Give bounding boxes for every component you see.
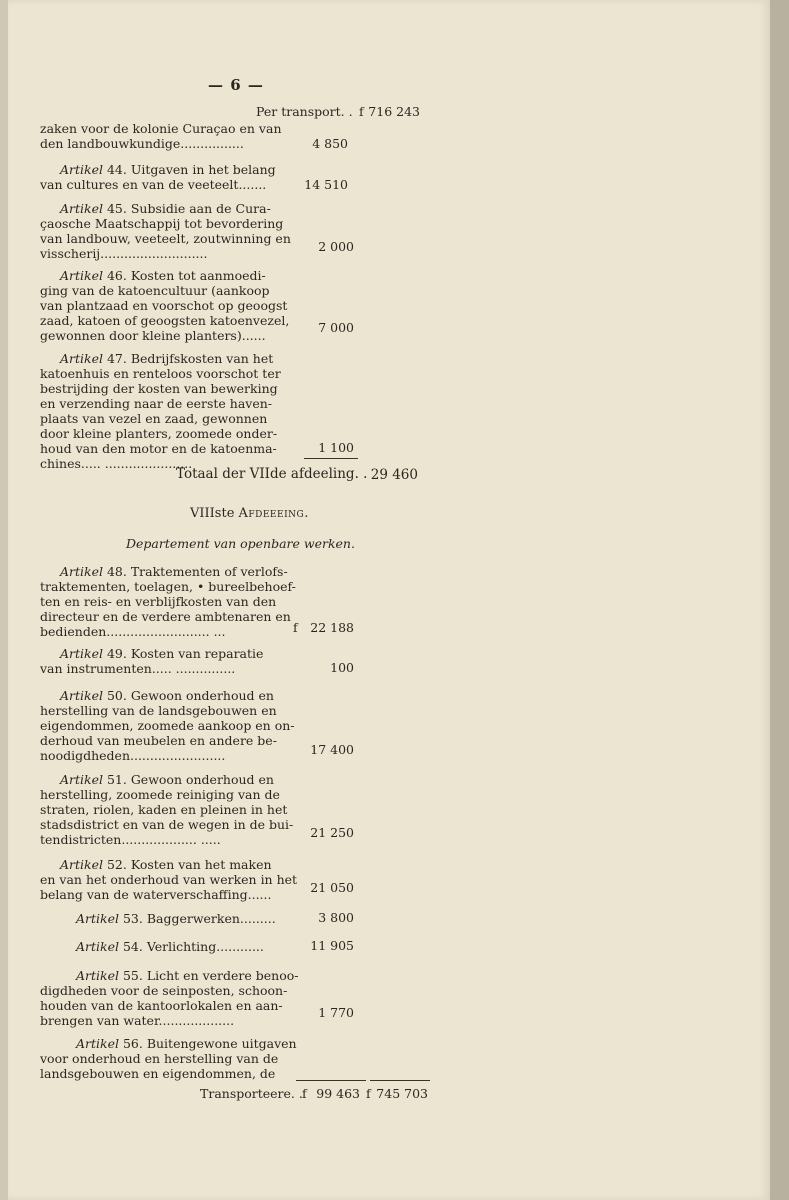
- article-52-line-0: Artikel 52. Kosten van het maken: [60, 857, 272, 872]
- footer-currency-1: f: [302, 1086, 307, 1101]
- article-50-line-3: derhoud van meubelen en andere be-: [40, 733, 277, 748]
- article-52-line-1: en van het onderhoud van werken in het: [40, 872, 298, 887]
- footer-currency-2: f: [366, 1086, 371, 1101]
- article-50-line-4: noodigdheden........................: [40, 748, 226, 763]
- article-55-line-1: digdheden voor de seinposten, schoon-: [40, 983, 288, 998]
- subtotal-rule: [304, 458, 358, 459]
- article-47-line-0: Artikel 47. Bedrijfskosten van het: [60, 351, 274, 366]
- article-46-line-2: van plantzaad en voorschot op geoogst: [40, 298, 288, 313]
- carry-amount: 4 850: [312, 136, 348, 151]
- total-amount: 29 460: [370, 467, 418, 483]
- article-44-line-1: van cultures en van de veeteelt.......: [40, 177, 267, 192]
- article-47-line-4: plaats van vezel en zaad, gewonnen: [40, 411, 268, 426]
- article-45-line-1: çaosche Maatschappij tot bevordering: [40, 216, 284, 231]
- article-47-line-1: katoenhuis en renteloos voorschot ter: [40, 366, 281, 381]
- footer-amount-1: 99 463: [316, 1086, 360, 1101]
- footer-amount-2: 745 703: [376, 1086, 428, 1101]
- document-page: [8, 0, 770, 1200]
- article-48-line-2: ten en reis- en verblijfkosten van den: [40, 594, 277, 609]
- article-44-line-0: Artikel 44. Uitgaven in het belang: [60, 162, 276, 177]
- article-54-line-0: Artikel 54. Verlichting............: [76, 939, 264, 954]
- article-50-line-2: eigendommen, zoomede aankoop en on-: [40, 718, 295, 733]
- footer-rule-1: [296, 1080, 366, 1081]
- article-56-line-0: Artikel 56. Buitengewone uitgaven: [76, 1036, 297, 1051]
- article-51-line-3: stadsdistrict en van de wegen in de bui-: [40, 817, 294, 832]
- department-title: Departement van openbare werken.: [126, 536, 355, 551]
- article-46-line-4: gewonnen door kleine planters)......: [40, 328, 266, 343]
- article-46-line-1: ging van de katoencultuur (aankoop: [40, 283, 270, 298]
- article-47-line-5: door kleine planters, zoomede onder-: [40, 426, 278, 441]
- per-transport-amount: 716 243: [368, 104, 420, 119]
- article-44-amount: 14 510: [304, 177, 348, 192]
- article-56-line-1: voor onderhoud en herstelling van de: [40, 1051, 279, 1066]
- article-46-line-0: Artikel 46. Kosten tot aanmoedi-: [60, 268, 266, 283]
- page-number: — 6 —: [208, 76, 264, 94]
- article-48-line-1: traktementen, toelagen, • bureelbehoef-: [40, 579, 296, 594]
- section-heading: VIIIste Afdeeeing.: [190, 506, 309, 521]
- article-50-line-1: herstelling van de landsgebouwen en: [40, 703, 277, 718]
- carry-line: zaken voor de kolonie Curaçao en van: [40, 121, 282, 136]
- article-55-line-2: houden van de kantoorlokalen en aan-: [40, 998, 283, 1013]
- article-55-amount: 1 770: [318, 1005, 354, 1020]
- article-48-currency: f: [293, 620, 298, 635]
- article-45-line-2: van landbouw, veeteelt, zoutwinning en: [40, 231, 291, 246]
- article-47-line-2: bestrijding der kosten van bewerking: [40, 381, 278, 396]
- article-53-line-0: Artikel 53. Baggerwerken.........: [76, 911, 276, 926]
- article-46-line-3: zaad, katoen of geoogsten katoenvezel,: [40, 313, 290, 328]
- article-48-line-4: bedienden.......................... ...: [40, 624, 226, 639]
- per-transport-currency: f: [359, 104, 364, 119]
- article-45-amount: 2 000: [318, 239, 354, 254]
- page-binding-edge: [770, 0, 789, 1200]
- article-55-line-0: Artikel 55. Licht en verdere benoo-: [76, 968, 299, 983]
- article-55-line-3: brengen van water...................: [40, 1013, 235, 1028]
- carry-line: den landbouwkundige................: [40, 136, 244, 151]
- article-45-line-3: visscherij...........................: [40, 246, 208, 261]
- article-47-amount: 1 100: [318, 440, 354, 455]
- article-54-amount: 11 905: [310, 938, 354, 953]
- article-45-line-0: Artikel 45. Subsidie aan de Cura-: [60, 201, 271, 216]
- article-46-amount: 7 000: [318, 320, 354, 335]
- article-53-amount: 3 800: [318, 910, 354, 925]
- article-51-line-1: herstelling, zoomede reiniging van de: [40, 787, 280, 802]
- article-56-line-2: landsgebouwen en eigendommen, de: [40, 1066, 276, 1081]
- article-50-amount: 17 400: [310, 742, 354, 757]
- article-47-line-3: en verzending naar de eerste haven-: [40, 396, 273, 411]
- footer-rule-2: [370, 1080, 430, 1081]
- article-48-amount: 22 188: [310, 620, 354, 635]
- article-52-line-2: belang van de waterverschaffing......: [40, 887, 272, 902]
- article-51-line-0: Artikel 51. Gewoon onderhoud en: [60, 772, 274, 787]
- total-label: Totaal der VIIde afdeeling. .: [176, 466, 368, 482]
- article-49-amount: 100: [330, 660, 354, 675]
- per-transport-label: Per transport. .: [256, 104, 353, 119]
- article-50-line-0: Artikel 50. Gewoon onderhoud en: [60, 688, 274, 703]
- article-49-line-0: Artikel 49. Kosten van reparatie: [60, 646, 264, 661]
- article-48-line-3: directeur en de verdere ambtenaren en: [40, 609, 291, 624]
- article-51-amount: 21 250: [310, 825, 354, 840]
- article-51-line-4: tendistricten................... .....: [40, 832, 221, 847]
- article-47-line-7: chines..... ......................: [40, 456, 193, 471]
- article-48-line-0: Artikel 48. Traktementen of verlofs-: [60, 564, 288, 579]
- transporteere-label: Transporteere. .: [200, 1086, 303, 1101]
- article-49-line-1: van instrumenten..... ...............: [40, 661, 236, 676]
- article-51-line-2: straten, riolen, kaden en pleinen in het: [40, 802, 288, 817]
- article-52-amount: 21 050: [310, 880, 354, 895]
- article-47-line-6: houd van den motor en de katoenma-: [40, 441, 277, 456]
